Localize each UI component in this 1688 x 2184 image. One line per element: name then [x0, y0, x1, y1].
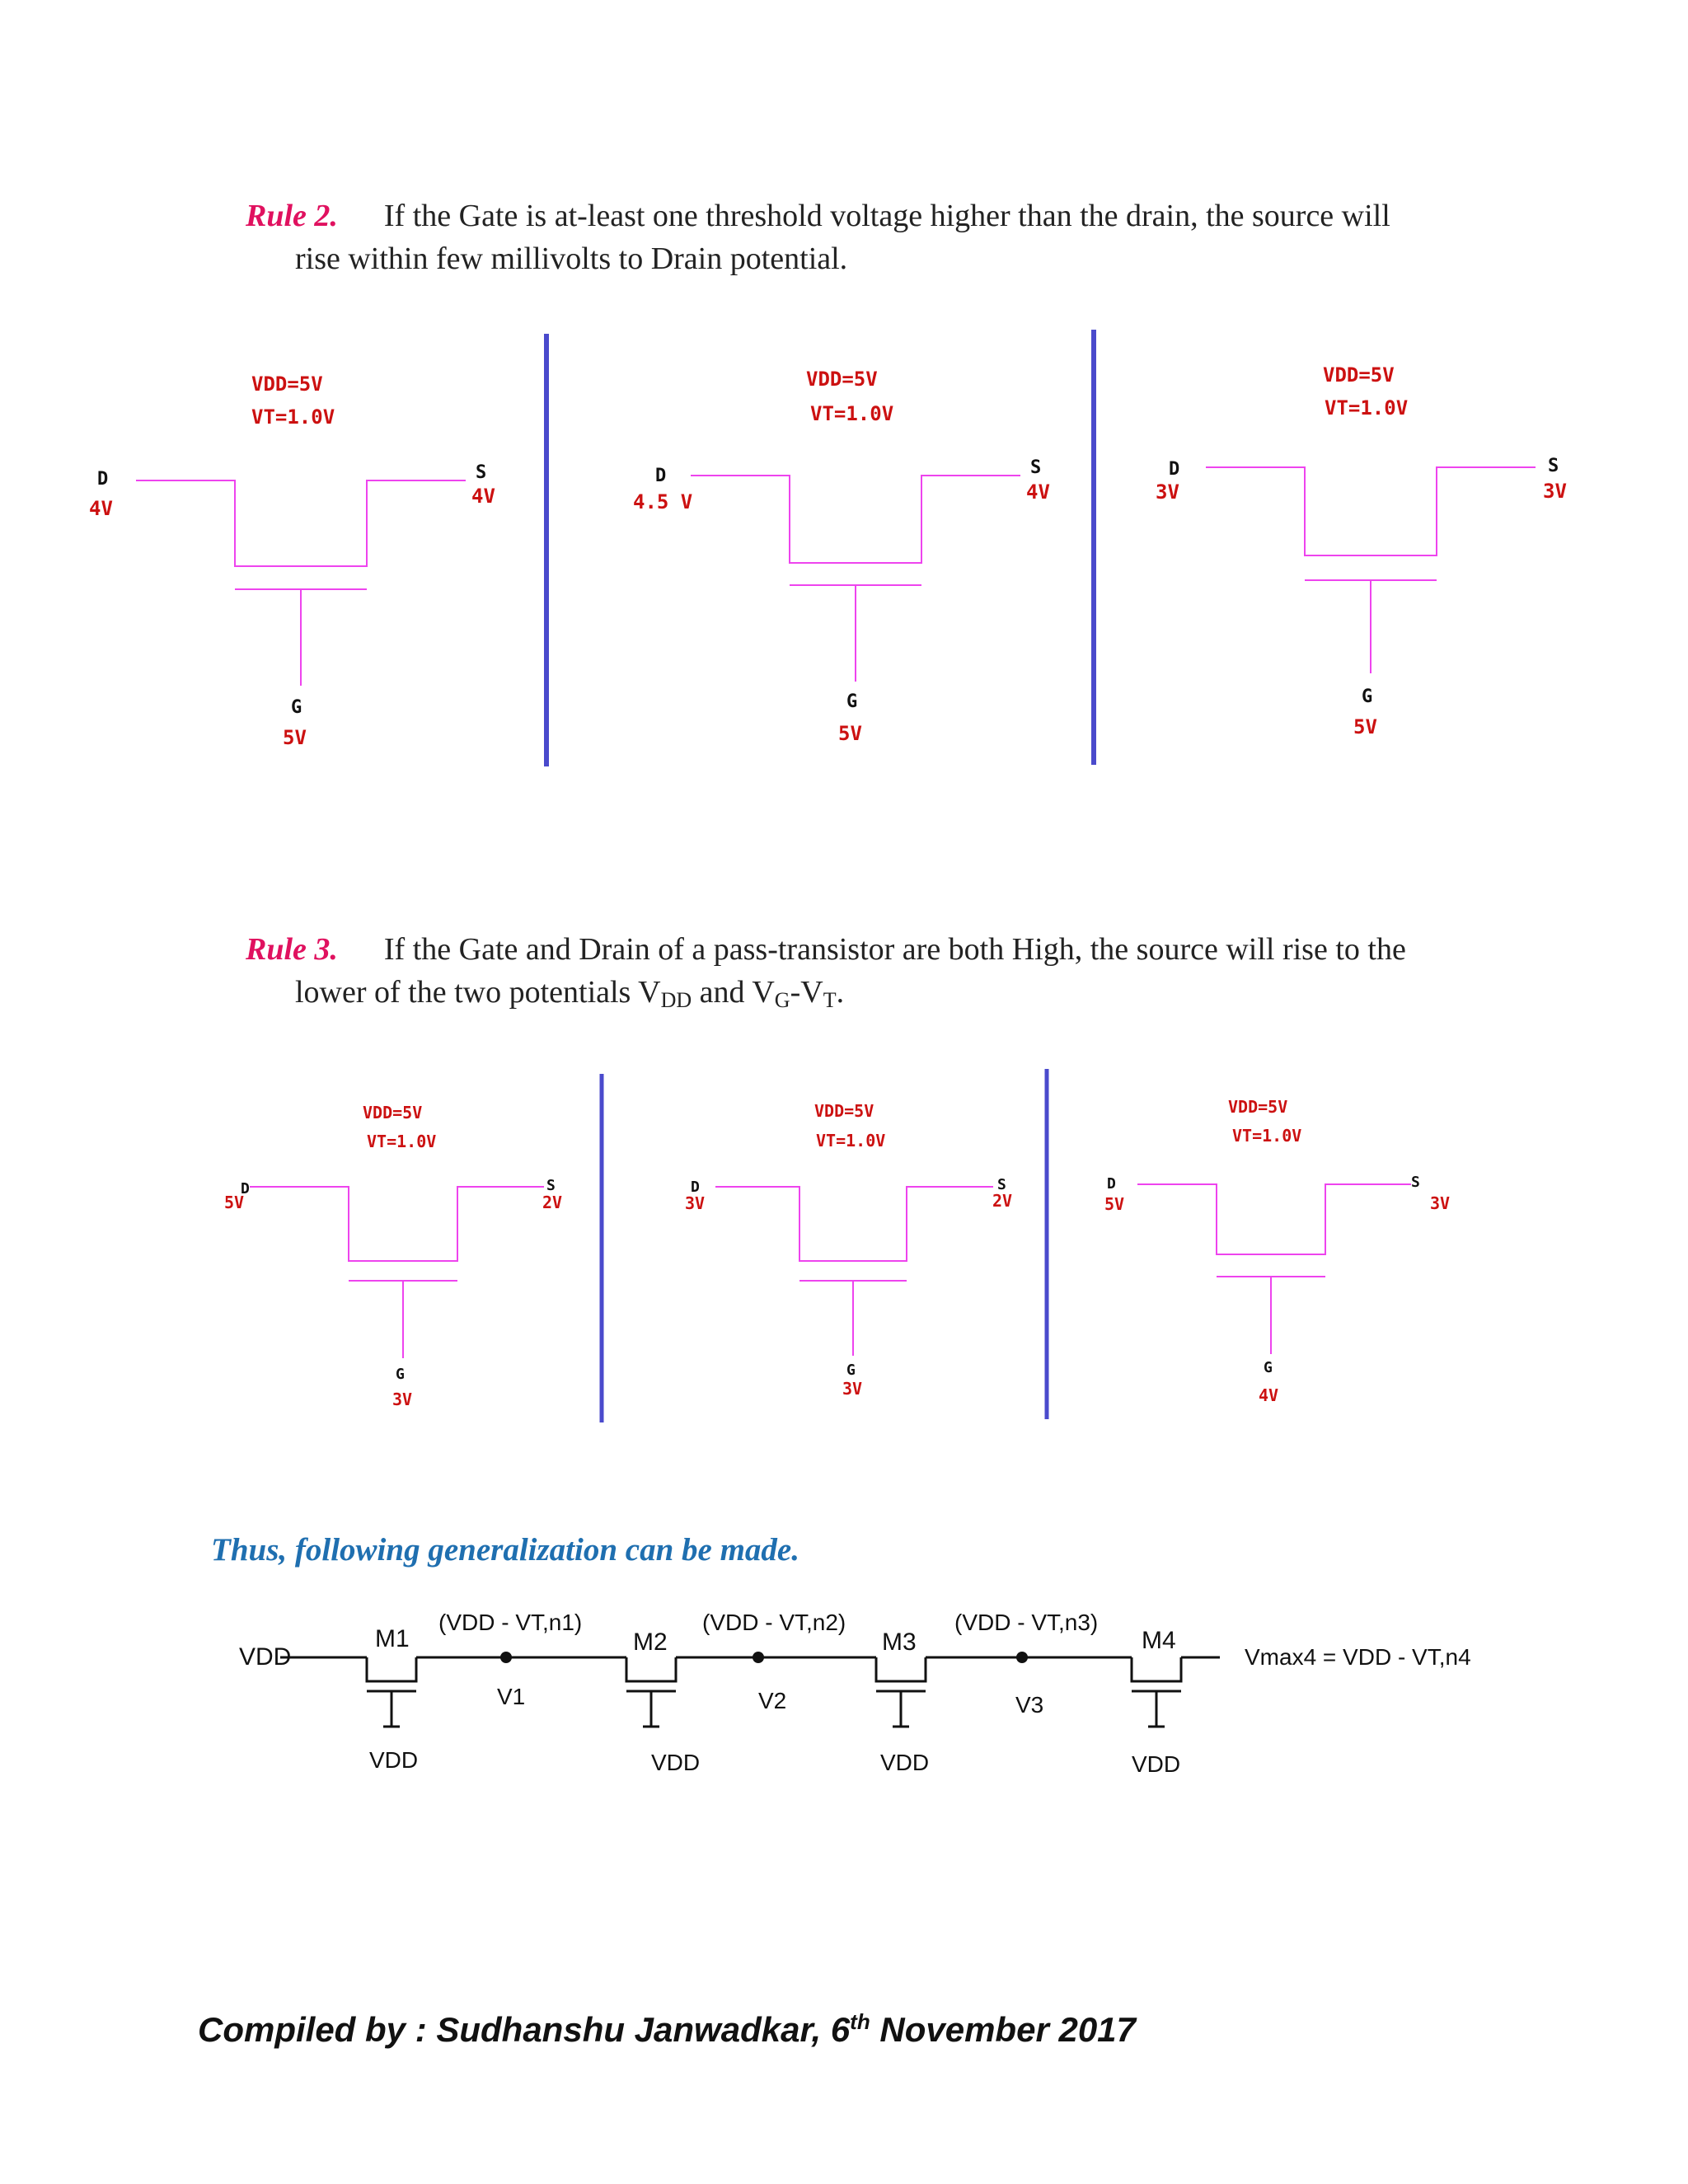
gate-voltage: 5V [1353, 715, 1377, 738]
rule2-line2: rise within few millivolts to Drain potential. [295, 241, 848, 276]
drain-voltage: 5V [224, 1193, 245, 1212]
transistor-diagram-2 [691, 476, 1020, 682]
chain-wires [280, 1657, 1220, 1727]
rule2-number: Rule 2. [246, 199, 338, 233]
source-voltage: 4V [471, 485, 495, 508]
rule2-line1: If the Gate is at-least one threshold voltage higher than the drain, the source will [383, 199, 1390, 233]
source-terminal: S [1548, 456, 1559, 476]
chain-gate-label: VDD [880, 1750, 930, 1775]
rule3-line2: lower of the two potentials $V_{DD}$ and $V_G-V_T$. [295, 975, 845, 1012]
rule3-number: Rule 3. [246, 932, 338, 967]
source-voltage: 3V [1430, 1193, 1451, 1213]
chain-result-label: Vmax4 = VDD - VT,n4 [1245, 1644, 1471, 1670]
gate-voltage: 5V [838, 722, 862, 745]
drain-voltage: 4V [89, 497, 113, 520]
vt-label: VT=1.0V [1232, 1126, 1302, 1146]
chain-drop-label: (VDD - VT,n2) [702, 1610, 846, 1635]
chain-drop-label: (VDD - VT,n3) [954, 1610, 1099, 1635]
transistor-diagram-6 [1137, 1184, 1411, 1354]
gate-terminal: G [1362, 687, 1373, 707]
chain-gate-label: VDD [651, 1750, 701, 1775]
chain-transistor-label: M4 [1142, 1627, 1176, 1654]
gate-terminal: G [846, 691, 858, 712]
chain-transistor-label: M3 [882, 1629, 917, 1656]
drain-voltage: 3V [1156, 480, 1179, 504]
rule2-diagrams [0, 0, 1688, 824]
rule3-line1: If the Gate and Drain of a pass-transistor are both High, the source will rise to the [383, 932, 1406, 967]
source-terminal: S [1030, 457, 1042, 478]
source-terminal: S [546, 1177, 556, 1194]
drain-voltage: 3V [685, 1193, 706, 1213]
vdd-label: VDD=5V [1228, 1097, 1288, 1117]
drain-terminal: D [655, 466, 667, 486]
chain-transistor-label: M1 [375, 1625, 410, 1652]
source-voltage: 2V [542, 1193, 563, 1212]
vt-label: VT=1.0V [1325, 396, 1409, 419]
vdd-label: VDD=5V [806, 368, 878, 391]
node-dot [1016, 1652, 1028, 1663]
chain-transistor-label: M2 [633, 1629, 668, 1656]
chain-node-label: V1 [497, 1684, 526, 1709]
node-dot [753, 1652, 764, 1663]
chain-gate-label: VDD [369, 1747, 419, 1773]
gate-voltage: 4V [1259, 1385, 1279, 1405]
rule3-text [246, 928, 1406, 1022]
drain-terminal: D [1107, 1175, 1116, 1193]
vt-label: VT=1.0V [816, 1131, 886, 1151]
drain-voltage: 4.5 V [633, 490, 693, 513]
vt-label: VT=1.0V [251, 405, 335, 429]
gate-terminal: G [291, 697, 302, 718]
drain-terminal: D [1169, 459, 1180, 480]
gate-voltage: 3V [842, 1379, 863, 1399]
vdd-label: VDD=5V [1323, 363, 1395, 387]
source-voltage: 3V [1543, 480, 1567, 503]
chain-node-label: V2 [758, 1688, 787, 1713]
node-dot [500, 1652, 512, 1663]
source-voltage: 4V [1026, 480, 1050, 504]
pass-transistor-chain [0, 1599, 1688, 1813]
chain-node-label: V3 [1015, 1692, 1044, 1718]
generalization-heading: Thus, following generalization can be made. [211, 1532, 799, 1568]
rule3-diagrams [0, 1030, 1688, 1459]
gate-terminal: G [846, 1361, 856, 1379]
transistor-diagram-1 [136, 480, 466, 686]
chain-gate-label: VDD [1132, 1751, 1181, 1777]
vdd-label: VDD=5V [363, 1103, 423, 1122]
gate-terminal: G [396, 1366, 405, 1383]
drain-terminal: D [241, 1180, 250, 1197]
transistor-diagram-3 [1206, 467, 1536, 673]
drain-voltage: 5V [1104, 1194, 1125, 1214]
source-terminal: S [476, 462, 487, 483]
source-terminal: S [997, 1176, 1006, 1193]
transistor-diagram-4 [250, 1187, 544, 1358]
drain-terminal: D [97, 469, 109, 490]
gate-terminal: G [1264, 1359, 1273, 1376]
footer-credit: Compiled by : Sudhanshu Janwadkar, 6th November 2017 [198, 2009, 1136, 2049]
vdd-label: VDD=5V [251, 373, 323, 396]
chain-input-label: VDD [239, 1643, 292, 1671]
chain-drop-label: (VDD - VT,n1) [438, 1610, 583, 1635]
source-voltage: 2V [992, 1191, 1013, 1211]
vdd-label: VDD=5V [814, 1101, 874, 1121]
drain-terminal: D [691, 1179, 700, 1196]
gate-voltage: 5V [283, 726, 307, 749]
transistor-diagram-5 [715, 1187, 993, 1356]
gate-voltage: 3V [392, 1390, 413, 1409]
source-terminal: S [1411, 1174, 1420, 1191]
vt-label: VT=1.0V [367, 1132, 437, 1151]
vt-label: VT=1.0V [810, 402, 894, 425]
